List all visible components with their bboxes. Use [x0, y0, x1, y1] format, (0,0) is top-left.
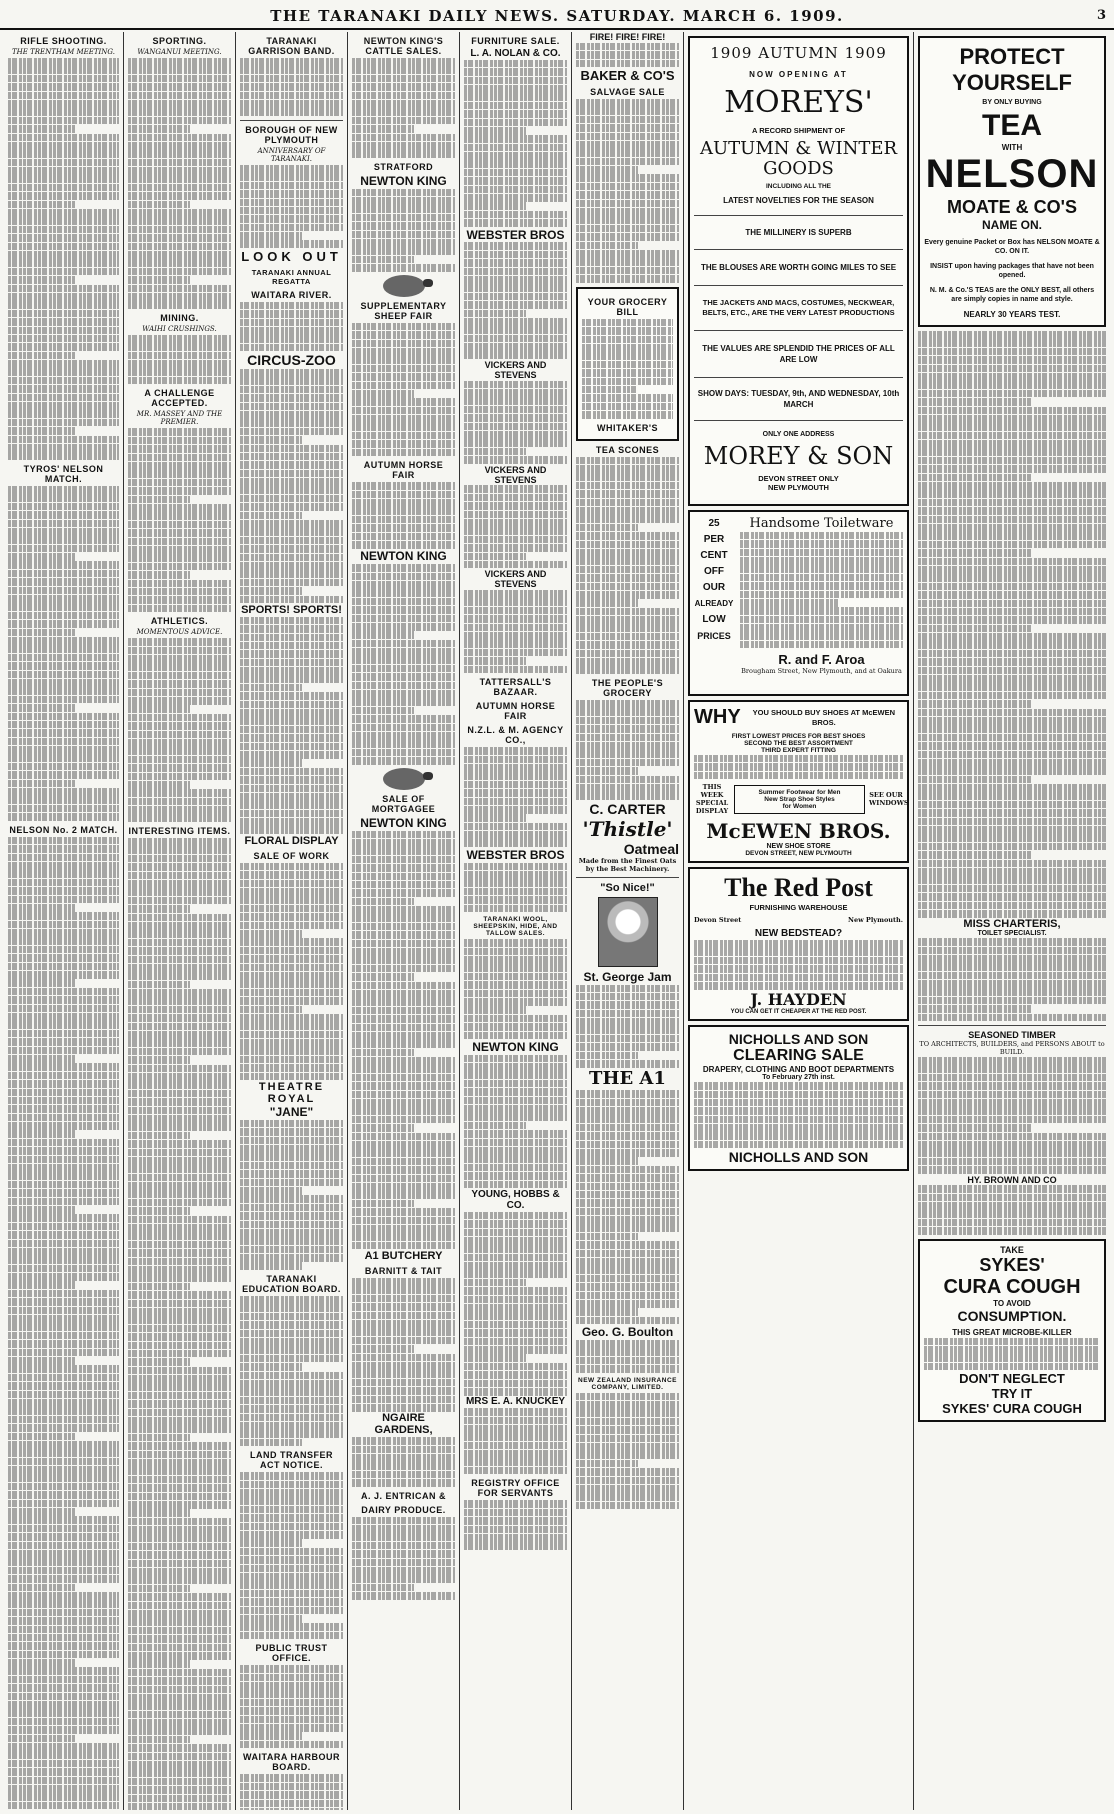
heading-sporting: SPORTING. — [152, 36, 207, 46]
article-sporting — [128, 58, 231, 309]
cheaper: YOU CAN GET IT CHEAPER AT THE RED POST. — [730, 1009, 867, 1016]
notice-nzlm — [464, 747, 567, 847]
vickers-stevens-2: VICKERS AND STEVENS — [484, 464, 547, 485]
heading-nelson-2: NELSON No. 2 MATCH. — [9, 824, 118, 835]
heading-athletics: ATHLETICS. — [150, 616, 209, 627]
vickers-stevens-3: VICKERS AND STEVENS — [484, 569, 547, 590]
autumn-horse-fair: AUTUMN HORSE FAIR — [363, 460, 444, 481]
notice-theatre — [240, 1120, 343, 1270]
mcewen-head: YOU SHOULD BUY SHOES AT McEWEN BROS. — [752, 707, 896, 727]
this-week: THIS WEEK SPECIAL DISPLAY — [695, 783, 729, 816]
jackets: THE JACKETS AND MACS, COSTUMES, NECKWEAR, BELTS, ETC., ARE THE VERY LATEST PRODUCTIONS — [702, 298, 895, 317]
toiletware-body — [740, 516, 903, 675]
circus-zoo: CIRCUS-ZOO — [247, 352, 336, 369]
look-out: LOOK OUT — [241, 248, 342, 264]
display-row — [694, 783, 909, 816]
notice-mortgagee — [352, 831, 455, 1250]
column-cattle-sales — [348, 32, 460, 1810]
second: SECOND THE BEST ASSORTMENT — [744, 740, 853, 747]
devon-street: Devon Street — [694, 916, 742, 925]
record-shipment: A RECORD SHIPMENT OF — [751, 126, 846, 135]
sykes: SYKES' — [979, 1254, 1045, 1275]
theatre-royal: THEATRE ROYAL — [258, 1081, 325, 1106]
article-mining — [128, 335, 231, 385]
to-avoid: TO AVOID — [993, 1298, 1031, 1308]
insist: INSIST upon having packages that have not been opened. — [930, 263, 1094, 279]
charteris: MISS CHARTERIS, — [963, 918, 1061, 931]
mcewen-head-row — [694, 706, 903, 729]
notice-st-george — [576, 985, 679, 1068]
notice-webster — [464, 242, 567, 359]
moreys: MOREYS' — [724, 85, 873, 120]
notice-registry — [464, 1500, 567, 1550]
oatmeal: Oatmeal — [623, 840, 679, 857]
newspaper-title: THE TARANAKI DAILY NEWS. SATURDAY. MARCH 6. 1909. — [270, 7, 844, 25]
address-row — [694, 916, 903, 924]
notice-brown — [918, 1185, 1106, 1235]
notice-knuckey — [464, 1408, 567, 1474]
notice-boulton — [576, 1340, 679, 1373]
salvage-sale: SALVAGE SALE — [590, 86, 665, 97]
name-on: NAME ON. — [982, 218, 1042, 232]
so-nice: "So Nice!" — [600, 881, 655, 894]
autumn-winter-goods: AUTUMN & WINTER GOODS — [699, 138, 898, 179]
pct-2: CENT — [700, 550, 728, 561]
moate: MOATE & CO'S — [947, 197, 1077, 217]
toiletware-ad — [688, 510, 909, 696]
webster-bros-2: WEBSTER BROS — [466, 847, 565, 862]
newton-king-1: NEWTON KING — [360, 173, 447, 188]
notice-land — [240, 1472, 343, 1639]
devon-only: DEVON STREET ONLY — [758, 474, 839, 483]
notice-regatta — [240, 302, 343, 352]
hayden: J. HAYDEN — [750, 990, 847, 1010]
notice-vickers-2 — [464, 485, 567, 568]
microbe: THIS GREAT MICROBE-KILLER — [952, 1327, 1072, 1337]
knuckey: MRS E. A. KNUCKEY — [465, 1396, 566, 1408]
new-shoe-store: NEW SHOE STORE — [766, 843, 831, 851]
why: WHY — [694, 706, 741, 728]
pct-0: 25 — [708, 518, 720, 529]
notice-butchery — [352, 1278, 455, 1411]
autumn-fair-2: AUTUMN HORSE FAIR — [475, 701, 556, 722]
notice-red-post — [694, 940, 903, 990]
tea-ad: PROTECT YOURSELF BY ONLY BUYING TEA WITH NELSON MOATE & CO'S NAME ON. Every genuine Packet or Box has NELSON MOATE & CO. ON IT. INSIST upon having packages that have not been opened. N. M. & Co.'S TEAS are the ONLY BEST, all others are simply copies in name and style. NEARLY 30 YEARS TEST. — [918, 36, 1106, 327]
sub-anniversary: ANNIVERSARY OF TARANAKI. — [257, 146, 326, 163]
bedstead: NEW BEDSTEAD? — [754, 928, 843, 940]
waitara-harbour: WAITARA HARBOUR BOARD. — [243, 1752, 340, 1773]
baker-co: BAKER & CO'S — [580, 67, 675, 83]
carter: C. CARTER — [589, 800, 666, 817]
fire-heading: FIRE! FIRE! FIRE! — [589, 32, 666, 42]
only-best: N. M. & Co.'S TEAS are the ONLY BEST, all others are simply copies in name and style. — [929, 287, 1095, 303]
sheep-fair: SUPPLEMENTARY SHEEP FAIR — [360, 300, 447, 321]
score-table — [8, 486, 119, 821]
notice-vickers-3 — [464, 590, 567, 673]
notice-horse — [352, 482, 455, 548]
regatta-heading: TARANAKI ANNUAL REGATTA — [251, 267, 332, 286]
red-post-ad — [688, 867, 909, 1021]
notice-nk-2 — [352, 564, 455, 765]
young-hobbs: YOUNG, HOBBS & CO. — [471, 1188, 560, 1211]
see-windows: SEE OUR WINDOWS — [869, 791, 909, 808]
notice-mcewen — [694, 755, 903, 779]
yourself: YOURSELF — [952, 70, 1072, 95]
the-a1: THE A1 — [589, 1068, 666, 1090]
notice-cattle — [352, 58, 455, 158]
aroa-address: Brougham Street, New Plymouth, and at Oakura — [741, 667, 902, 676]
notice-insurance — [576, 1393, 679, 1510]
summer-footwear: Summer Footwear for Men — [758, 788, 841, 796]
morey-son: MOREY & SON — [703, 442, 894, 470]
peoples-grocery: THE PEOPLE'S GROCERY — [591, 678, 664, 699]
sports-heading: SPORTS! SPORTS! — [241, 603, 342, 616]
heading-tyros: TYROS' NELSON MATCH. — [23, 463, 104, 484]
heading-cattle-sales: NEWTON KING'S CATTLE SALES. — [363, 36, 444, 56]
pct-1: PER — [703, 534, 725, 545]
notice-trust — [240, 1665, 343, 1748]
mcewen-bros: McEWEN BROS. — [706, 819, 891, 844]
thistle: 'Thistle' — [582, 816, 673, 841]
heading-challenge: A CHALLENGE ACCEPTED. — [144, 388, 215, 409]
new-plymouth: NEW PLYMOUTH — [768, 483, 829, 492]
values: THE VALUES ARE SPLENDID THE PRICES OF ALL ARE LOW — [702, 344, 895, 364]
architects: TO ARCHITECTS, BUILDERS, and PERSONS ABOUT to BUILD. — [919, 1040, 1105, 1057]
notice-peoples — [576, 700, 679, 800]
floral-display: FLORAL DISPLAY — [244, 834, 339, 847]
sub-waihi: WAIHI CRUSHINGS. — [142, 324, 217, 333]
notice-toiletware — [740, 532, 903, 649]
entrican: A. J. ENTRICAN & — [360, 1490, 446, 1501]
strap-shoes: New Strap Shoe Styles — [764, 795, 835, 803]
notice-circus — [240, 369, 343, 603]
mcewen-ad — [688, 700, 909, 863]
now-opening: NOW OPENING AT — [749, 70, 848, 79]
sheep-illustration-2 — [383, 768, 425, 790]
protect: PROTECT — [959, 44, 1065, 69]
seasoned-timber: SEASONED TIMBER — [968, 1030, 1056, 1041]
column-morey — [684, 32, 914, 1810]
notice-wool — [464, 939, 567, 1039]
third: THIRD EXPERT FITTING — [761, 747, 836, 754]
article-body — [8, 58, 119, 460]
subheading-trentham: THE TRENTHAM MEETING. — [11, 48, 116, 56]
column-events — [236, 32, 348, 1810]
heading-mining: MINING. — [160, 312, 199, 323]
a1-butchery: A1 BUTCHERY — [364, 1250, 443, 1263]
finest-oats: Made from the Finest Oats by the Best Machinery. — [578, 856, 677, 873]
notice-borough — [240, 165, 343, 248]
red-post: The Red Post — [724, 873, 873, 903]
barnitt-tait: BARNITT & TAIT — [364, 1266, 443, 1277]
latest-novelties: LATEST NOVELTIES FOR THE SEASON — [723, 196, 874, 205]
dont-neglect: DON'T NEGLECT — [959, 1371, 1065, 1387]
tea: TEA — [982, 109, 1042, 142]
grocery-bill-box — [576, 287, 679, 441]
column-rifle-shooting — [4, 32, 124, 1810]
np-2: New Plymouth. — [848, 916, 903, 925]
notice-vickers-1 — [464, 381, 567, 464]
newton-king-2: NEWTON KING — [360, 549, 447, 564]
sykes-cura-2: SYKES' CURA COUGH — [942, 1401, 1082, 1417]
article-challenge — [128, 428, 231, 612]
notice-scones — [576, 457, 679, 674]
nzlm: N.Z.L. & M. AGENCY CO., — [467, 725, 564, 746]
heading-rifle-shooting: RIFLE SHOOTING. — [20, 36, 107, 46]
take: TAKE — [1000, 1244, 1024, 1255]
cura-cough: CURA COUGH — [943, 1275, 1081, 1298]
notice-nicholls — [694, 1082, 903, 1148]
columns — [4, 32, 1110, 1810]
nicholls-ad — [688, 1025, 909, 1171]
heading-borough: BOROUGH OF NEW PLYMOUTH — [245, 124, 338, 145]
notice-education — [240, 1296, 343, 1446]
column-far-right — [914, 32, 1110, 1810]
notice-sports — [240, 617, 343, 834]
page-number: 3 — [1096, 8, 1106, 23]
notice-webster-2 — [464, 863, 567, 913]
blouses: THE BLOUSES ARE WORTH GOING MILES TO SEE — [700, 263, 897, 272]
column-grocery — [572, 32, 684, 1810]
first: FIRST LOWEST PRICES FOR BEST SHOES — [731, 733, 866, 740]
notice-floral — [240, 863, 343, 1080]
masthead — [0, 0, 1114, 30]
webster-bros: WEBSTER BROS — [466, 227, 565, 242]
pct-4: OUR — [702, 582, 726, 593]
notice-salvage — [576, 99, 679, 283]
notice-band — [240, 58, 343, 116]
stratford: STRATFORD — [373, 161, 434, 172]
consumption: CONSUMPTION. — [957, 1307, 1067, 1324]
notice-young — [464, 1212, 567, 1396]
public-trust: PUBLIC TRUST OFFICE. — [255, 1643, 328, 1664]
nearly-30: NEARLY 30 YEARS TEST. — [963, 310, 1061, 319]
morey-ad — [688, 36, 909, 506]
boulton: Geo. G. Boulton — [581, 1325, 674, 1340]
notice-grocery — [582, 319, 673, 419]
sale-of-work: SALE OF WORK — [253, 850, 330, 861]
notice-fire — [576, 43, 679, 67]
heading-interesting: INTERESTING ITEMS. — [128, 826, 231, 837]
jane: "JANE" — [269, 1105, 314, 1120]
drapery: DRAPERY, CLOTHING AND BOOT DEPARTMENTS — [702, 1065, 895, 1075]
wanted-ads — [918, 331, 1106, 918]
sale-mortgagee: SALE OF MORTGAGEE — [371, 793, 436, 814]
nelson: NELSON — [925, 152, 1099, 196]
to-feb: To February 27th inst. — [762, 1074, 835, 1082]
wool-sales: TARANAKI WOOL, SHEEPSKIN, HIDE, AND TALLOW SALES. — [473, 916, 558, 938]
girl-illustration — [598, 897, 658, 967]
sub-massey: MR. MASSEY AND THE PREMIER. — [136, 410, 223, 427]
notice-nk-4 — [464, 1055, 567, 1188]
article-interesting — [128, 838, 231, 1810]
column-sporting — [124, 32, 236, 1810]
furnishing: FURNISHING WAREHOUSE — [749, 903, 848, 913]
pct-5: ALREADY — [694, 599, 734, 608]
notice-sykes — [924, 1338, 1100, 1371]
ngaire-gardens: NGAIRE GARDENS, — [374, 1412, 433, 1437]
try-it: TRY IT — [991, 1386, 1033, 1402]
notice-a1 — [576, 1090, 679, 1324]
pct-6: LOW — [702, 614, 726, 625]
grocery-bill-heading: YOUR GROCERY BILL — [587, 296, 668, 317]
hy-brown: HY. BROWN AND CO — [967, 1174, 1057, 1185]
tattersall: TATTERSALL'S BAZAAR. — [479, 677, 552, 698]
pct-3: OFF — [704, 566, 724, 577]
autumn-title: 1909 AUTUMN 1909 — [710, 44, 887, 62]
notice-sheep — [352, 323, 455, 456]
tea-scones: TEA SCONES — [595, 444, 660, 455]
nicholls-son-2: NICHOLLS AND SON — [728, 1149, 869, 1166]
land-transfer: LAND TRANSFER ACT NOTICE. — [250, 1450, 333, 1471]
handsome-toiletware: Handsome Toiletware — [749, 516, 894, 531]
millinery: THE MILLINERY IS SUPERB — [745, 228, 852, 237]
st-george: St. George Jam — [583, 969, 672, 984]
heading-furniture: FURNITURE SALE. — [471, 36, 560, 46]
waitara-river: WAITARA RIVER. — [251, 289, 332, 300]
for-women: for Women — [782, 802, 817, 810]
vickers-stevens-1: VICKERS AND STEVENS — [484, 359, 547, 380]
sub-momentous: MOMENTOUS ADVICE. — [136, 628, 223, 637]
article-athletics — [128, 638, 231, 822]
including: INCLUDING ALL THE — [766, 183, 831, 190]
sheep-illustration — [383, 275, 425, 297]
notice-charteris — [918, 938, 1106, 1021]
devon-np: DEVON STREET, NEW PLYMOUTH — [745, 850, 852, 858]
column-furniture — [460, 32, 572, 1810]
only-one-address: ONLY ONE ADDRESS — [762, 431, 835, 438]
clearing-sale: CLEARING SALE — [733, 1047, 864, 1065]
aroa: R. and F. Aroa — [778, 652, 865, 668]
notice-timber — [918, 1057, 1106, 1174]
sykes-ad — [918, 1239, 1106, 1422]
notice-dairy — [352, 1517, 455, 1600]
show-days: SHOW DAYS: TUESDAY, 9th, AND WEDNESDAY, 10th MARCH — [697, 389, 900, 409]
nolan: L. A. NOLAN & CO. — [470, 48, 561, 59]
by-only-buying: BY ONLY BUYING — [982, 99, 1042, 106]
footwear-box — [734, 785, 865, 814]
heading-garrison-band: TARANAKI GARRISON BAND. — [248, 36, 335, 56]
nicholls-son: NICHOLLS AND SON — [728, 1031, 869, 1048]
notice-ngaire — [352, 1437, 455, 1487]
dairy-produce: DAIRY PRODUCE. — [361, 1504, 446, 1515]
pct-7: PRICES — [697, 631, 731, 641]
toilet-specialist: TOILET SPECIALIST. — [977, 930, 1047, 938]
newton-king-3: NEWTON KING — [360, 815, 447, 830]
percent-off-list — [694, 516, 734, 644]
notice-nk-1 — [352, 189, 455, 272]
article-body-2 — [8, 837, 119, 1810]
registry-office: REGISTRY OFFICE FOR SERVANTS — [471, 1478, 560, 1499]
every-packet: Every genuine Packet or Box has NELSON MOATE & CO. ON IT. — [924, 239, 1100, 255]
nz-insurance: NEW ZEALAND INSURANCE COMPANY, LIMITED. — [578, 1376, 677, 1391]
education-board: TARANAKI EDUCATION BOARD. — [242, 1274, 341, 1295]
notice-harbour — [240, 1774, 343, 1810]
sub-wanganui: WANGANUI MEETING. — [137, 48, 222, 56]
whitaker: WHITAKER'S — [597, 422, 658, 433]
notice-nolan — [464, 60, 567, 227]
newton-king-4: NEWTON KING — [472, 1039, 559, 1054]
